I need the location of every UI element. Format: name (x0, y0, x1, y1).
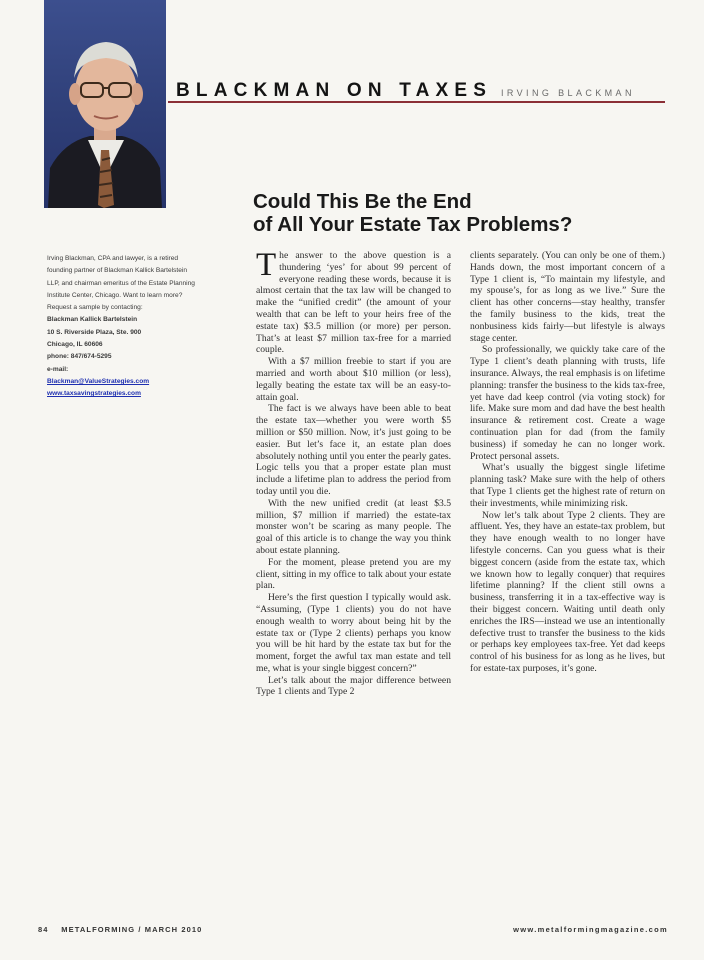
paragraph: With the new unified credit (at least $3.5 million, $7 million if married) the estate-tax monster won’t be scaring as many people. The goal of this article is to change the way you think about estate planning. (256, 497, 451, 556)
author-portrait-image (44, 0, 166, 208)
website-link[interactable]: www.taxsavingstrategies.com (47, 390, 141, 398)
paragraph: So professionally, we quickly take care of the Type 1 client’s death planning with trusts, life insurance. Always, the real emphasis is on lifetime planning: transfer the business to the kids tax-free, yet have dad keep control (via voting stock) for life. Make sure mom and dad have the best health insurance & retirement cost. Create a wage continuation plan for dad (from the family business) if someday he can no longer work. Protect personal assets. (470, 344, 665, 462)
author-photo (44, 0, 166, 208)
paragraph: The fact is we always have been able to beat the estate tax—whether you were worth $5 million or $50 million. Now, it’s just going to be easier. But let’s face it, an estate plan does absolutely nothing until you enter the pearly gates. Logic tells you that a proper estate plan must include a lifetime plan to address the period from today until you die. (256, 403, 451, 497)
paragraph: With a $7 million freebie to start if you are married and worth about $10 million (or less), legally beating the estate tax will be an easy-to-attain goal. (256, 356, 451, 403)
headline-line-2: of All Your Estate Tax Problems? (253, 213, 573, 236)
firm-city: Chicago, IL 60606 (47, 341, 103, 349)
footer-folio (38, 925, 202, 934)
author-bio-sidebar (47, 253, 199, 401)
bio-text: Irving Blackman, CPA and lawyer, is a retired founding partner of Blackman Kallick Bartelstein LLP, and chairman emeritus of the Estate Planning Institute Center, Chicago. Want to learn more? Request a sample by contacting: (47, 255, 195, 312)
headline-line-1: Could This Be the End (253, 190, 472, 213)
article-column-2 (470, 250, 665, 675)
firm-phone: phone: 847/674-5295 (47, 353, 112, 361)
paragraph: The answer to the above question is a thundering ‘yes’ for about 99 percent of everyone reading these words, because it is almost certain that the tax law will be changed to make the “unified credit” (the amount of your wealth that can be left to your heirs free of the estate tax) $3.5 million (or more) per person. That’s at least $7 million tax-free for a married couple. (256, 247, 451, 356)
paragraph: Let’s talk about the major difference between Type 1 clients and Type 2 (256, 674, 451, 698)
drop-cap: T (256, 247, 277, 283)
footer-url: www.metalformingmagazine.com (513, 925, 668, 934)
email-link[interactable]: Blackman@ValueStrategies.com (47, 377, 150, 385)
email-label: e-mail: (47, 365, 69, 373)
article-column-1 (256, 247, 451, 698)
column-title: BLACKMAN ON TAXES (176, 80, 493, 101)
article-headline (253, 190, 673, 236)
paragraph: What’s usually the biggest single lifetime planning task? Make sure with the help of others that Type 1 clients get the highest rate of return on their investments, while minimizing risk. (470, 462, 665, 509)
paragraph: Now let’s talk about Type 2 clients. They are affluent. Yes, they have an estate-tax problem, but they have enough wealth to no longer have lifestyle concerns. Can you guess what is their biggest concern (aside from the estate tax, which we known how to legally conquer) that requires lifetime planning? If the client still owns a business, transferring it in a tax-effective way is their biggest concern. Waiting until death only enriches the IRS—instead we use an intentionally defective trust to transfer the business to the kids or perhaps key employees tax-free. Yet dad keeps control of his business for as long as he lives, but for estate-tax purposes, it’s gone. (470, 509, 665, 674)
firm-address: 10 S. Riverside Plaza, Ste. 900 (47, 328, 142, 336)
paragraph: For the moment, please pretend you are my client, sitting in my office to talk about your estate plan. (256, 556, 451, 592)
author-byline: IRVING BLACKMAN (501, 88, 635, 98)
page-number: 84 (38, 925, 49, 934)
firm-name: Blackman Kallick Bartelstein (47, 316, 138, 324)
paragraph: clients separately. (You can only be one of them.) Hands down, the most important concern of a Type 1 client is, “To maintain my lifestyle, and my spouse’s, for as long as we live.” Sure the client has other concerns—stay healthy, transfer the family business to the kids, treat the nonbusiness kids fairly—but lifestyle is always stage center. (470, 250, 665, 344)
publication-name: METALFORMING / MARCH 2010 (61, 925, 203, 934)
paragraph: Here’s the first question I typically would ask. “Assuming, (Type 1 clients) you do not have enough wealth to worry about being hit by the estate tax or (Type 2 clients) perhaps you know you will be hit hard by the estate tax but for the moment, forget the awful tax man estate and tell me, what is your single biggest concern?” (256, 592, 451, 674)
